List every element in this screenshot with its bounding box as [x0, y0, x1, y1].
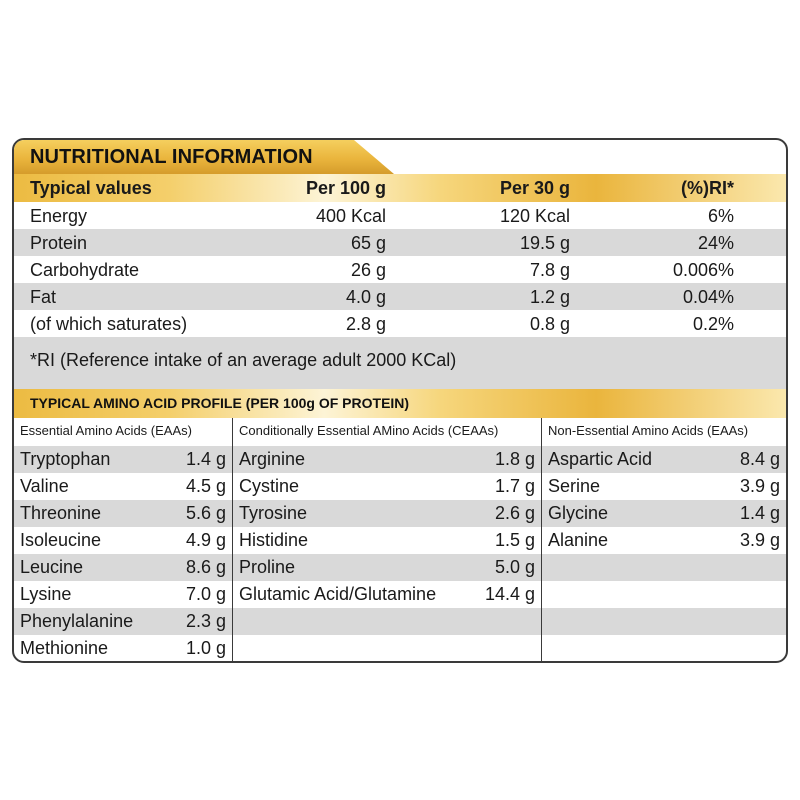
table-row	[542, 554, 786, 581]
nutrition-panel	[12, 138, 788, 663]
nutrient-per-100g: 26 g	[350, 260, 386, 280]
nutrient-per-30g: 7.8 g	[529, 260, 570, 280]
eaa-column-header: Essential Amino Acids (EAAs)	[20, 423, 192, 438]
table-row	[542, 527, 786, 554]
amino-value: 8.4 g	[739, 449, 780, 469]
amino-name: Leucine	[20, 557, 84, 577]
amino-title-bar	[14, 389, 788, 418]
table-row	[542, 446, 786, 473]
table-row	[233, 608, 541, 635]
amino-value: 1.4 g	[739, 503, 780, 523]
amino-value: 3.9 g	[739, 530, 780, 550]
amino-name: Tyrosine	[239, 503, 308, 523]
amino-name: Glutamic Acid/Glutamine	[239, 584, 437, 604]
eaa-column	[14, 418, 232, 662]
amino-value: 7.0 g	[185, 584, 226, 604]
amino-name: Arginine	[239, 449, 306, 469]
neaa-column	[542, 418, 786, 662]
table-row	[14, 527, 232, 554]
table-row	[233, 446, 541, 473]
amino-value: 1.0 g	[185, 638, 226, 658]
header-per-100g: Per 100 g	[305, 178, 386, 198]
header-typical-values: Typical values	[30, 178, 152, 198]
nutrition-row	[14, 256, 788, 283]
amino-value: 1.5 g	[494, 530, 535, 550]
nutrient-ri: 0.006%	[672, 260, 734, 280]
table-row	[233, 527, 541, 554]
nutrient-per-30g: 1.2 g	[529, 287, 570, 307]
table-row	[14, 608, 232, 635]
nutrient-name: Protein	[30, 233, 88, 253]
nutrient-per-100g: 2.8 g	[345, 314, 386, 334]
amino-name: Tryptophan	[20, 449, 111, 469]
table-row	[233, 554, 541, 581]
table-row	[14, 500, 232, 527]
amino-value: 3.9 g	[739, 476, 780, 496]
amino-value: 8.6 g	[185, 557, 226, 577]
nutrient-per-30g: 120 Kcal	[499, 206, 570, 226]
amino-name: Proline	[239, 557, 296, 577]
amino-value: 2.6 g	[494, 503, 535, 523]
header-ri: (%)RI*	[681, 178, 734, 198]
table-row	[14, 581, 232, 608]
amino-name: Isoleucine	[20, 530, 102, 550]
nutrient-per-30g: 0.8 g	[529, 314, 570, 334]
amino-value: 5.0 g	[494, 557, 535, 577]
nutrient-name: Energy	[30, 206, 88, 226]
table-row	[233, 581, 541, 608]
nutrition-header-row	[14, 174, 788, 202]
nutrition-title: NUTRITIONAL INFORMATION	[30, 146, 313, 168]
table-row	[542, 473, 786, 500]
table-row	[14, 635, 232, 662]
neaa-column-header: Non-Essential Amino Acids (EAAs)	[548, 423, 749, 438]
amino-name: Threonine	[20, 503, 102, 523]
nutrition-row	[14, 229, 788, 256]
nutrient-ri: 24%	[697, 233, 734, 253]
amino-value: 4.5 g	[185, 476, 226, 496]
amino-name: Phenylalanine	[20, 611, 134, 631]
amino-name: Alanine	[548, 530, 609, 550]
amino-value: 4.9 g	[185, 530, 226, 550]
amino-name: Lysine	[20, 584, 72, 604]
nutrient-per-100g: 65 g	[350, 233, 386, 253]
table-row	[14, 554, 232, 581]
amino-name: Aspartic Acid	[548, 449, 653, 469]
amino-value: 2.3 g	[185, 611, 226, 631]
ceaa-column-header: Conditionally Essential AMino Acids (CEAAs)	[239, 423, 499, 438]
table-row	[233, 473, 541, 500]
ri-note	[14, 337, 788, 389]
table-row	[542, 608, 786, 635]
header-per-30g: Per 30 g	[499, 178, 570, 198]
amino-name: Serine	[548, 476, 601, 496]
nutrient-per-100g: 400 Kcal	[315, 206, 386, 226]
table-row	[14, 446, 232, 473]
amino-value: 14.4 g	[484, 584, 535, 604]
table-row	[14, 473, 232, 500]
amino-name: Cystine	[239, 476, 300, 496]
amino-name: Glycine	[548, 503, 609, 523]
amino-value: 1.7 g	[494, 476, 535, 496]
nutrition-row	[14, 202, 788, 229]
amino-name: Methionine	[20, 638, 109, 658]
amino-value: 5.6 g	[185, 503, 226, 523]
amino-name: Histidine	[239, 530, 309, 550]
table-row	[233, 500, 541, 527]
amino-value: 1.8 g	[494, 449, 535, 469]
table-row	[542, 500, 786, 527]
nutrient-name: Carbohydrate	[30, 260, 140, 280]
amino-title: TYPICAL AMINO ACID PROFILE (PER 100g OF PROTEIN)	[30, 395, 410, 411]
nutrient-name: (of which saturates)	[30, 314, 188, 334]
amino-name: Valine	[20, 476, 69, 496]
ri-note-text: *RI (Reference intake of an average adult 2000 KCal)	[30, 350, 457, 370]
nutrient-per-30g: 19.5 g	[519, 233, 570, 253]
nutrition-row	[14, 283, 788, 310]
nutrition-row	[14, 310, 788, 337]
nutrient-ri: 0.04%	[682, 287, 734, 307]
nutrient-per-100g: 4.0 g	[345, 287, 386, 307]
ceaa-column	[233, 418, 541, 662]
nutrient-name: Fat	[30, 287, 57, 307]
nutrient-ri: 0.2%	[692, 314, 734, 334]
nutrient-ri: 6%	[707, 206, 734, 226]
amino-value: 1.4 g	[185, 449, 226, 469]
